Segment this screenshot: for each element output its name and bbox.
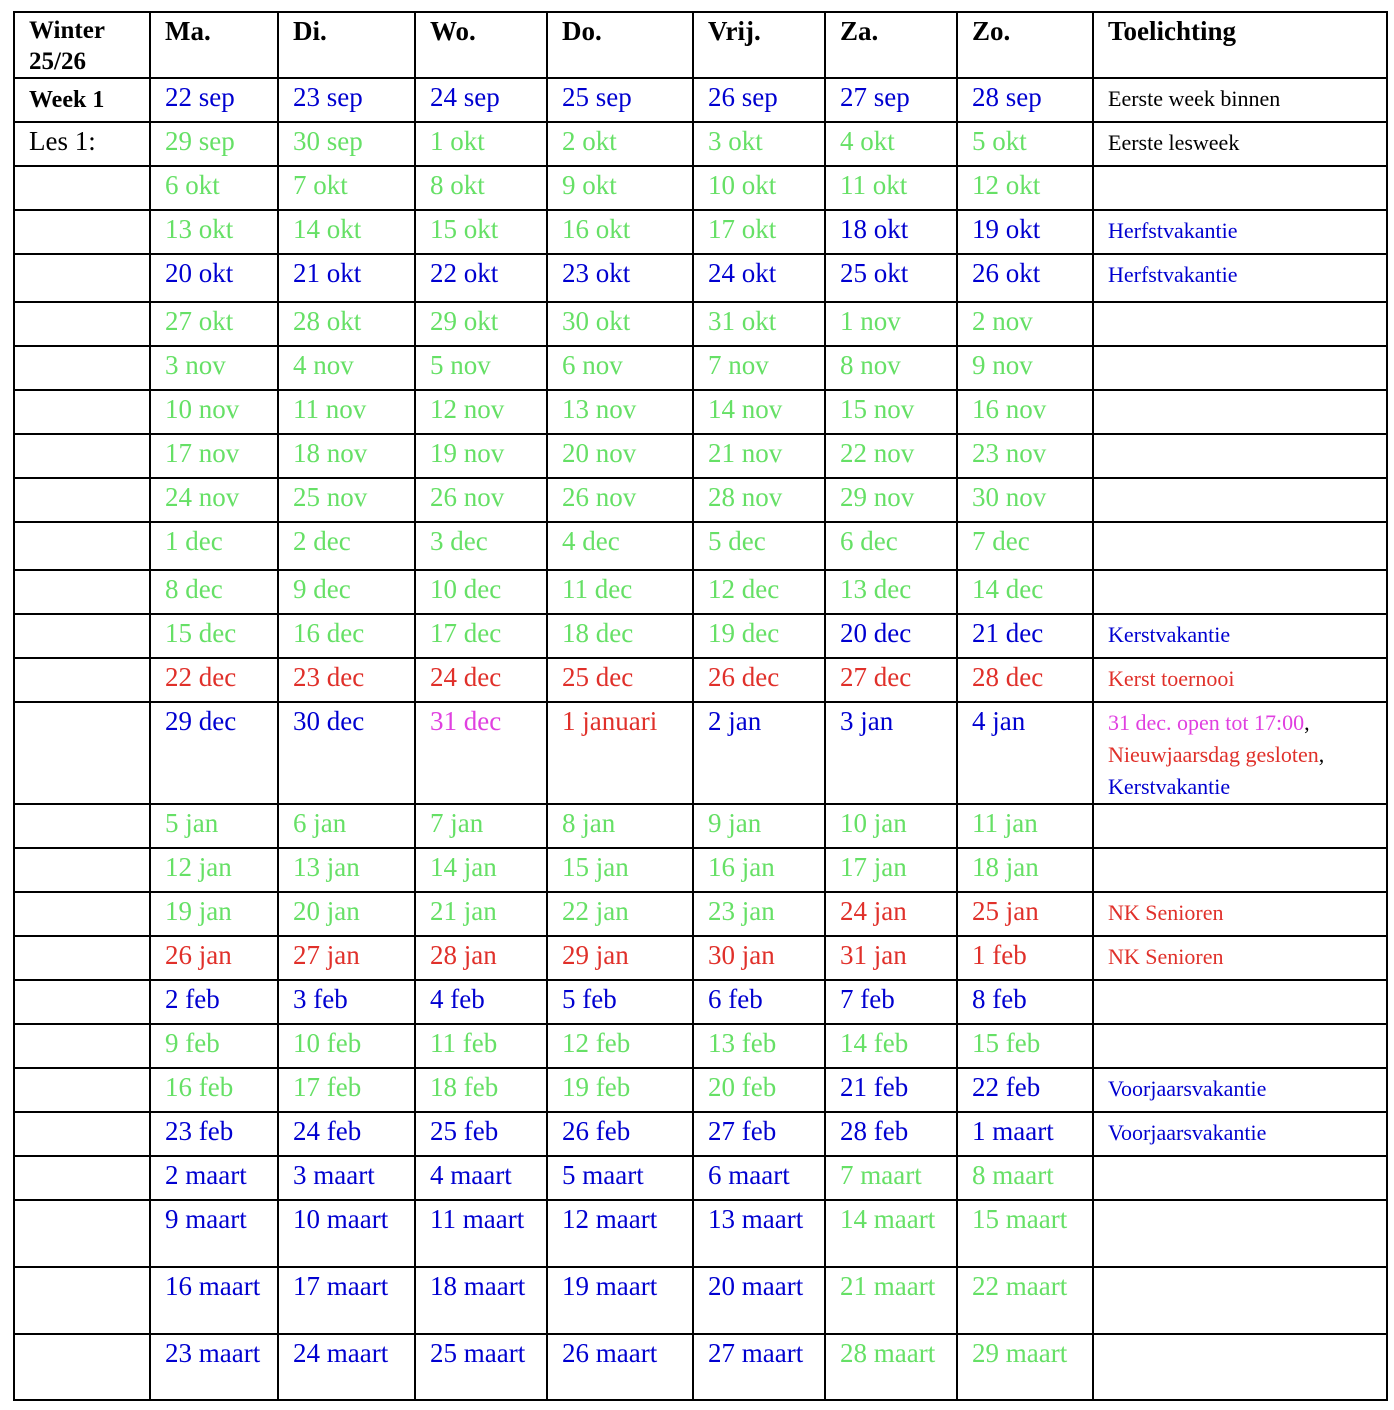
week-label	[14, 702, 150, 804]
date-cell-fri: 26 sep	[693, 78, 825, 122]
date-cell-fri: 30 jan	[693, 936, 825, 980]
date-cell-sun: 28 sep	[957, 78, 1093, 122]
note-cell	[1093, 390, 1387, 434]
date-cell-thu: 13 nov	[547, 390, 693, 434]
date-cell-thu: 22 jan	[547, 892, 693, 936]
date-cell-tue: 27 jan	[278, 936, 415, 980]
date-cell-mon: 26 jan	[150, 936, 278, 980]
date-cell-thu: 1 januari	[547, 702, 693, 804]
schedule-table	[13, 11, 1388, 1401]
date-cell-thu: 25 sep	[547, 78, 693, 122]
date-cell-thu: 25 dec	[547, 658, 693, 702]
date-cell-sat: 28 maart	[825, 1334, 957, 1400]
date-cell-fri: 26 dec	[693, 658, 825, 702]
date-cell-wed: 8 okt	[415, 166, 547, 210]
date-cell-sat: 14 feb	[825, 1024, 957, 1068]
date-cell-sun: 18 jan	[957, 848, 1093, 892]
date-cell-fri: 13 maart	[693, 1200, 825, 1267]
date-cell-thu: 12 maart	[547, 1200, 693, 1267]
date-cell-sat: 29 nov	[825, 478, 957, 522]
note-cell	[1093, 848, 1387, 892]
date-cell-wed: 1 okt	[415, 122, 547, 166]
table-row	[14, 78, 1387, 122]
note-cell	[1093, 478, 1387, 522]
week-label: Week 1	[14, 78, 150, 122]
note-cell	[1093, 1156, 1387, 1200]
table-row	[14, 434, 1387, 478]
date-cell-sun: 22 feb	[957, 1068, 1093, 1112]
date-cell-sat: 3 jan	[825, 702, 957, 804]
date-cell-tue: 9 dec	[278, 570, 415, 614]
date-cell-tue: 10 feb	[278, 1024, 415, 1068]
week-label	[14, 848, 150, 892]
date-cell-wed: 26 nov	[415, 478, 547, 522]
note-cell	[1093, 346, 1387, 390]
date-cell-thu: 11 dec	[547, 570, 693, 614]
table-row	[14, 1156, 1387, 1200]
note-cell	[1093, 1267, 1387, 1334]
date-cell-sun: 15 feb	[957, 1024, 1093, 1068]
date-cell-mon: 19 jan	[150, 892, 278, 936]
table-row	[14, 390, 1387, 434]
date-cell-tue: 30 dec	[278, 702, 415, 804]
note-text: Kerstvakantie	[1108, 774, 1231, 799]
date-cell-tue: 10 maart	[278, 1200, 415, 1267]
date-cell-wed: 5 nov	[415, 346, 547, 390]
date-cell-fri: 31 okt	[693, 302, 825, 346]
date-cell-mon: 15 dec	[150, 614, 278, 658]
date-cell-mon: 2 feb	[150, 980, 278, 1024]
date-cell-fri: 27 maart	[693, 1334, 825, 1400]
date-cell-tue: 23 sep	[278, 78, 415, 122]
date-cell-fri: 23 jan	[693, 892, 825, 936]
date-cell-thu: 16 okt	[547, 210, 693, 254]
date-cell-tue: 24 maart	[278, 1334, 415, 1400]
date-cell-sun: 19 okt	[957, 210, 1093, 254]
table-row	[14, 1068, 1387, 1112]
date-cell-mon: 13 okt	[150, 210, 278, 254]
note-text: Voorjaarsvakantie	[1108, 1120, 1267, 1145]
date-cell-thu: 9 okt	[547, 166, 693, 210]
note-text: Herfstvakantie	[1108, 262, 1238, 287]
week-label	[14, 210, 150, 254]
week-label	[14, 1112, 150, 1156]
date-cell-fri: 3 okt	[693, 122, 825, 166]
header-row	[14, 12, 1387, 78]
week-label	[14, 1334, 150, 1400]
table-row	[14, 1024, 1387, 1068]
date-cell-sat: 21 maart	[825, 1267, 957, 1334]
note-cell	[1093, 1334, 1387, 1400]
date-cell-thu: 20 nov	[547, 434, 693, 478]
date-cell-sat: 18 okt	[825, 210, 957, 254]
note-cell	[1093, 122, 1387, 166]
table-row	[14, 804, 1387, 848]
note-text: Voorjaarsvakantie	[1108, 1076, 1267, 1101]
date-cell-sun: 8 maart	[957, 1156, 1093, 1200]
table-row	[14, 522, 1387, 570]
date-cell-wed: 10 dec	[415, 570, 547, 614]
note-cell	[1093, 658, 1387, 702]
note-cell	[1093, 78, 1387, 122]
date-cell-tue: 17 feb	[278, 1068, 415, 1112]
date-cell-wed: 18 maart	[415, 1267, 547, 1334]
date-cell-wed: 28 jan	[415, 936, 547, 980]
note-cell	[1093, 522, 1387, 570]
date-cell-thu: 8 jan	[547, 804, 693, 848]
date-cell-sun: 9 nov	[957, 346, 1093, 390]
date-cell-mon: 10 nov	[150, 390, 278, 434]
table-row	[14, 980, 1387, 1024]
note-text: Herfstvakantie	[1108, 218, 1238, 243]
day-header-sun: Zo.	[957, 12, 1093, 78]
date-cell-wed: 7 jan	[415, 804, 547, 848]
date-cell-mon: 22 dec	[150, 658, 278, 702]
date-cell-tue: 18 nov	[278, 434, 415, 478]
date-cell-mon: 9 feb	[150, 1024, 278, 1068]
date-cell-sat: 20 dec	[825, 614, 957, 658]
table-row	[14, 1200, 1387, 1267]
date-cell-wed: 25 feb	[415, 1112, 547, 1156]
date-cell-sun: 16 nov	[957, 390, 1093, 434]
date-cell-fri: 9 jan	[693, 804, 825, 848]
week-label	[14, 614, 150, 658]
note-cell	[1093, 1200, 1387, 1267]
date-cell-fri: 14 nov	[693, 390, 825, 434]
table-row	[14, 658, 1387, 702]
date-cell-fri: 5 dec	[693, 522, 825, 570]
date-cell-fri: 6 maart	[693, 1156, 825, 1200]
date-cell-fri: 27 feb	[693, 1112, 825, 1156]
date-cell-sun: 30 nov	[957, 478, 1093, 522]
date-cell-sat: 10 jan	[825, 804, 957, 848]
date-cell-sat: 24 jan	[825, 892, 957, 936]
note-text: NK Senioren	[1108, 944, 1224, 969]
day-header-mon: Ma.	[150, 12, 278, 78]
note-cell	[1093, 210, 1387, 254]
date-cell-mon: 16 maart	[150, 1267, 278, 1334]
date-cell-thu: 5 feb	[547, 980, 693, 1024]
date-cell-tue: 7 okt	[278, 166, 415, 210]
date-cell-wed: 15 okt	[415, 210, 547, 254]
note-cell	[1093, 434, 1387, 478]
date-cell-tue: 16 dec	[278, 614, 415, 658]
date-cell-sat: 31 jan	[825, 936, 957, 980]
note-cell	[1093, 980, 1387, 1024]
date-cell-fri: 20 maart	[693, 1267, 825, 1334]
date-cell-wed: 14 jan	[415, 848, 547, 892]
date-cell-fri: 12 dec	[693, 570, 825, 614]
schedule-body	[14, 78, 1387, 1400]
date-cell-sun: 11 jan	[957, 804, 1093, 848]
date-cell-tue: 30 sep	[278, 122, 415, 166]
date-cell-wed: 29 okt	[415, 302, 547, 346]
date-cell-sun: 8 feb	[957, 980, 1093, 1024]
date-cell-mon: 24 nov	[150, 478, 278, 522]
date-cell-mon: 12 jan	[150, 848, 278, 892]
date-cell-sat: 27 sep	[825, 78, 957, 122]
date-cell-sat: 11 okt	[825, 166, 957, 210]
day-header-thu: Do.	[547, 12, 693, 78]
date-cell-sat: 13 dec	[825, 570, 957, 614]
date-cell-sat: 25 okt	[825, 254, 957, 302]
date-cell-thu: 18 dec	[547, 614, 693, 658]
date-cell-mon: 27 okt	[150, 302, 278, 346]
day-header-fri: Vrij.	[693, 12, 825, 78]
date-cell-tue: 11 nov	[278, 390, 415, 434]
date-cell-wed: 11 maart	[415, 1200, 547, 1267]
week-label	[14, 892, 150, 936]
note-text: ,	[1304, 710, 1310, 735]
date-cell-sat: 28 feb	[825, 1112, 957, 1156]
table-row	[14, 702, 1387, 804]
week-label	[14, 658, 150, 702]
date-cell-wed: 11 feb	[415, 1024, 547, 1068]
date-cell-wed: 4 feb	[415, 980, 547, 1024]
note-cell	[1093, 804, 1387, 848]
date-cell-tue: 23 dec	[278, 658, 415, 702]
table-row	[14, 892, 1387, 936]
note-text: ,	[1318, 742, 1325, 767]
date-cell-tue: 6 jan	[278, 804, 415, 848]
date-cell-sat: 7 feb	[825, 980, 957, 1024]
date-cell-mon: 16 feb	[150, 1068, 278, 1112]
note-text: Eerste lesweek	[1108, 130, 1240, 155]
date-cell-tue: 13 jan	[278, 848, 415, 892]
date-cell-sat: 14 maart	[825, 1200, 957, 1267]
week-label	[14, 522, 150, 570]
date-cell-fri: 7 nov	[693, 346, 825, 390]
date-cell-mon: 23 maart	[150, 1334, 278, 1400]
date-cell-mon: 29 sep	[150, 122, 278, 166]
date-cell-thu: 19 maart	[547, 1267, 693, 1334]
note-text: Kerst toernooi	[1108, 666, 1235, 691]
date-cell-tue: 20 jan	[278, 892, 415, 936]
date-cell-fri: 10 okt	[693, 166, 825, 210]
date-cell-sat: 6 dec	[825, 522, 957, 570]
week-label	[14, 1068, 150, 1112]
date-cell-tue: 14 okt	[278, 210, 415, 254]
table-row	[14, 122, 1387, 166]
date-cell-thu: 19 feb	[547, 1068, 693, 1112]
date-cell-fri: 19 dec	[693, 614, 825, 658]
week-label	[14, 302, 150, 346]
date-cell-sun: 12 okt	[957, 166, 1093, 210]
date-cell-fri: 2 jan	[693, 702, 825, 804]
week-label	[14, 804, 150, 848]
week-label	[14, 434, 150, 478]
date-cell-wed: 24 dec	[415, 658, 547, 702]
date-cell-wed: 21 jan	[415, 892, 547, 936]
note-text: Kerstvakantie	[1108, 622, 1231, 647]
table-row	[14, 166, 1387, 210]
week-label	[14, 254, 150, 302]
date-cell-mon: 2 maart	[150, 1156, 278, 1200]
date-cell-mon: 22 sep	[150, 78, 278, 122]
date-cell-mon: 17 nov	[150, 434, 278, 478]
week-label	[14, 1156, 150, 1200]
table-row	[14, 614, 1387, 658]
table-row	[14, 478, 1387, 522]
week-label	[14, 1267, 150, 1334]
date-cell-sat: 21 feb	[825, 1068, 957, 1112]
date-cell-thu: 4 dec	[547, 522, 693, 570]
note-text: NK Senioren	[1108, 900, 1224, 925]
date-cell-thu: 30 okt	[547, 302, 693, 346]
date-cell-fri: 20 feb	[693, 1068, 825, 1112]
date-cell-sun: 23 nov	[957, 434, 1093, 478]
date-cell-thu: 15 jan	[547, 848, 693, 892]
week-label	[14, 1200, 150, 1267]
note-text: 31 dec. open tot 17:00	[1108, 710, 1305, 735]
date-cell-sat: 4 okt	[825, 122, 957, 166]
date-cell-thu: 26 nov	[547, 478, 693, 522]
date-cell-sun: 14 dec	[957, 570, 1093, 614]
date-cell-wed: 18 feb	[415, 1068, 547, 1112]
date-cell-mon: 20 okt	[150, 254, 278, 302]
note-cell	[1093, 614, 1387, 658]
date-cell-thu: 29 jan	[547, 936, 693, 980]
table-row	[14, 1334, 1387, 1400]
date-cell-thu: 5 maart	[547, 1156, 693, 1200]
date-cell-sat: 8 nov	[825, 346, 957, 390]
note-cell	[1093, 1024, 1387, 1068]
note-cell	[1093, 302, 1387, 346]
date-cell-mon: 9 maart	[150, 1200, 278, 1267]
date-cell-mon: 23 feb	[150, 1112, 278, 1156]
note-cell	[1093, 702, 1387, 804]
date-cell-fri: 16 jan	[693, 848, 825, 892]
date-cell-sun: 7 dec	[957, 522, 1093, 570]
table-row	[14, 1267, 1387, 1334]
date-cell-sun: 26 okt	[957, 254, 1093, 302]
date-cell-mon: 1 dec	[150, 522, 278, 570]
date-cell-fri: 13 feb	[693, 1024, 825, 1068]
date-cell-thu: 12 feb	[547, 1024, 693, 1068]
date-cell-wed: 31 dec	[415, 702, 547, 804]
date-cell-tue: 3 maart	[278, 1156, 415, 1200]
date-cell-sun: 25 jan	[957, 892, 1093, 936]
week-label	[14, 390, 150, 434]
table-row	[14, 302, 1387, 346]
notes-header: Toelichting	[1093, 12, 1387, 78]
note-cell	[1093, 166, 1387, 210]
date-cell-fri: 24 okt	[693, 254, 825, 302]
date-cell-sat: 1 nov	[825, 302, 957, 346]
note-text: Eerste week binnen	[1108, 86, 1281, 111]
date-cell-wed: 17 dec	[415, 614, 547, 658]
date-cell-sat: 15 nov	[825, 390, 957, 434]
table-row	[14, 210, 1387, 254]
week-label	[14, 478, 150, 522]
date-cell-fri: 6 feb	[693, 980, 825, 1024]
date-cell-sun: 22 maart	[957, 1267, 1093, 1334]
date-cell-wed: 12 nov	[415, 390, 547, 434]
date-cell-mon: 3 nov	[150, 346, 278, 390]
week-label: Les 1:	[14, 122, 150, 166]
week-label	[14, 980, 150, 1024]
date-cell-mon: 6 okt	[150, 166, 278, 210]
week-label	[14, 570, 150, 614]
date-cell-sat: 22 nov	[825, 434, 957, 478]
date-cell-sun: 1 maart	[957, 1112, 1093, 1156]
note-cell	[1093, 570, 1387, 614]
table-row	[14, 1112, 1387, 1156]
note-cell	[1093, 254, 1387, 302]
table-row	[14, 570, 1387, 614]
date-cell-wed: 22 okt	[415, 254, 547, 302]
date-cell-tue: 21 okt	[278, 254, 415, 302]
date-cell-thu: 26 maart	[547, 1334, 693, 1400]
date-cell-fri: 17 okt	[693, 210, 825, 254]
date-cell-tue: 4 nov	[278, 346, 415, 390]
date-cell-tue: 28 okt	[278, 302, 415, 346]
date-cell-mon: 29 dec	[150, 702, 278, 804]
date-cell-tue: 24 feb	[278, 1112, 415, 1156]
date-cell-sun: 1 feb	[957, 936, 1093, 980]
date-cell-sat: 17 jan	[825, 848, 957, 892]
table-row	[14, 848, 1387, 892]
note-cell	[1093, 936, 1387, 980]
date-cell-tue: 25 nov	[278, 478, 415, 522]
date-cell-tue: 17 maart	[278, 1267, 415, 1334]
date-cell-fri: 28 nov	[693, 478, 825, 522]
date-cell-tue: 2 dec	[278, 522, 415, 570]
date-cell-sun: 4 jan	[957, 702, 1093, 804]
date-cell-sun: 21 dec	[957, 614, 1093, 658]
date-cell-mon: 8 dec	[150, 570, 278, 614]
week-label	[14, 166, 150, 210]
week-label	[14, 936, 150, 980]
note-cell	[1093, 892, 1387, 936]
date-cell-thu: 2 okt	[547, 122, 693, 166]
date-cell-fri: 21 nov	[693, 434, 825, 478]
date-cell-thu: 26 feb	[547, 1112, 693, 1156]
date-cell-sun: 2 nov	[957, 302, 1093, 346]
date-cell-wed: 25 maart	[415, 1334, 547, 1400]
day-header-tue: Di.	[278, 12, 415, 78]
date-cell-sun: 15 maart	[957, 1200, 1093, 1267]
date-cell-mon: 5 jan	[150, 804, 278, 848]
date-cell-sun: 28 dec	[957, 658, 1093, 702]
week-label	[14, 1024, 150, 1068]
date-cell-wed: 19 nov	[415, 434, 547, 478]
date-cell-wed: 24 sep	[415, 78, 547, 122]
season-header: Winter 25/26	[14, 12, 150, 78]
note-cell	[1093, 1112, 1387, 1156]
date-cell-sun: 29 maart	[957, 1334, 1093, 1400]
date-cell-sat: 7 maart	[825, 1156, 957, 1200]
week-label	[14, 346, 150, 390]
date-cell-sat: 27 dec	[825, 658, 957, 702]
date-cell-thu: 6 nov	[547, 346, 693, 390]
day-header-sat: Za.	[825, 12, 957, 78]
date-cell-sun: 5 okt	[957, 122, 1093, 166]
note-cell	[1093, 1068, 1387, 1112]
table-row	[14, 936, 1387, 980]
table-row	[14, 346, 1387, 390]
date-cell-thu: 23 okt	[547, 254, 693, 302]
note-text: Nieuwjaarsdag gesloten	[1108, 742, 1319, 767]
date-cell-tue: 3 feb	[278, 980, 415, 1024]
day-header-wed: Wo.	[415, 12, 547, 78]
date-cell-wed: 4 maart	[415, 1156, 547, 1200]
table-row	[14, 254, 1387, 302]
date-cell-wed: 3 dec	[415, 522, 547, 570]
